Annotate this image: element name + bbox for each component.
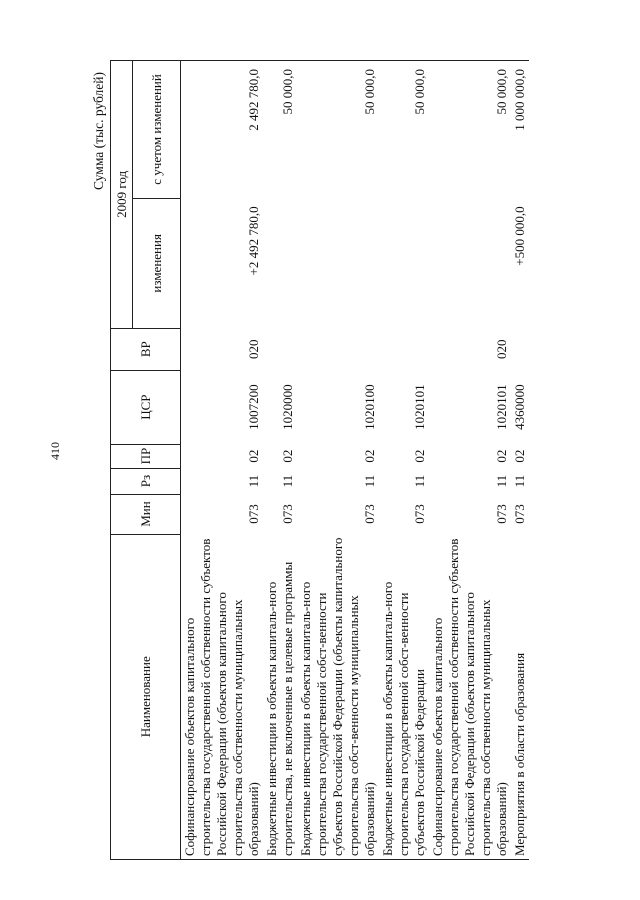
row-name: Бюджетные инвестиции в объекты капиталь-ного строительства государственной собст-венности субъектов Российской Федерации (объекты капитального строительства собст-венности муниципальных образований) (297, 534, 379, 859)
row-pr: 02 (246, 449, 261, 463)
table-row (263, 61, 297, 860)
row-change (379, 198, 429, 328)
document-content (88, 60, 588, 860)
header-name: Наименование (111, 534, 181, 859)
row-change (429, 198, 511, 328)
table-row (429, 61, 511, 860)
header-rz: Рз (111, 468, 181, 494)
row-pr: 02 (512, 449, 527, 463)
row-total: 50 000,0 (297, 61, 379, 199)
row-change: +2 492 780,0 (246, 206, 261, 276)
row-change: +500 000,0 (512, 206, 527, 266)
row-rz: 11 (512, 474, 527, 488)
table-row (511, 61, 529, 860)
row-vr: 020 (494, 339, 509, 359)
row-total: 50 000,0 (263, 61, 297, 199)
row-vr (511, 328, 529, 370)
row-pr: 02 (494, 449, 509, 463)
row-rz: 11 (246, 474, 261, 488)
row-min: 073 (494, 504, 509, 524)
row-pr: 02 (412, 449, 427, 463)
header-csr: ЦСР (111, 370, 181, 444)
row-vr (263, 328, 297, 370)
row-total: 50 000,0 (379, 61, 429, 199)
row-total: 1 000 000,0 (511, 61, 529, 199)
row-name: Бюджетные инвестиции в объекты капиталь-ного строительства, не включенные в целевые программы (263, 534, 297, 859)
budget-table (110, 60, 529, 860)
table-row (379, 61, 429, 860)
row-min: 073 (362, 504, 377, 524)
row-vr (297, 328, 379, 370)
header-pr: ПР (111, 444, 181, 468)
header-vr: ВР (111, 328, 181, 370)
row-total: 2 492 780,0 (181, 61, 264, 199)
row-csr: 1007200 (246, 384, 261, 430)
row-rz: 11 (280, 474, 295, 488)
header-year: 2009 год (111, 61, 133, 329)
header-with-changes: с учетом изменений (133, 61, 181, 199)
row-csr: 1020000 (280, 384, 295, 430)
row-csr: 4360000 (512, 384, 527, 430)
row-rz: 11 (412, 474, 427, 488)
page-number: 410 (48, 442, 62, 460)
row-change (297, 198, 379, 328)
row-pr: 02 (362, 449, 377, 463)
row-min: 073 (246, 504, 261, 524)
table-header (111, 61, 181, 860)
row-min: 073 (412, 504, 427, 524)
row-csr: 1020101 (494, 384, 509, 430)
units-caption: Сумма (тыс. рублей) (91, 72, 106, 190)
row-min: 073 (512, 504, 527, 524)
row-rz: 11 (362, 474, 377, 488)
table-row (297, 61, 379, 860)
table-row (181, 61, 264, 860)
row-min: 073 (280, 504, 295, 524)
row-rz: 11 (494, 474, 509, 488)
row-name: Софинансирование объектов капитального строительства государственной собственности субъектов Российской Федерации (объектов капитального строительства собственности муниципальных образований) (181, 534, 264, 859)
row-name: Бюджетные инвестиции в объекты капиталь-ного строительства государственной собст-венности субъектов Российской Федерации (379, 534, 429, 859)
row-vr (379, 328, 429, 370)
rotated-document (88, 60, 588, 860)
row-name: Мероприятия в области образования (511, 534, 529, 859)
row-vr: 020 (246, 339, 261, 359)
header-min: Мин (111, 494, 181, 534)
row-pr: 02 (280, 449, 295, 463)
row-total: 50 000,0 (429, 61, 511, 199)
row-csr: 1020101 (412, 384, 427, 430)
row-change (263, 198, 297, 328)
row-csr: 1020100 (362, 384, 377, 430)
row-name: Софинансирование объектов капитального строительства государственной собственности субъектов Российской Федерации (объектов капитального строительства собственности муниципальных образований) (429, 534, 511, 859)
header-changes: изменения (133, 198, 181, 328)
